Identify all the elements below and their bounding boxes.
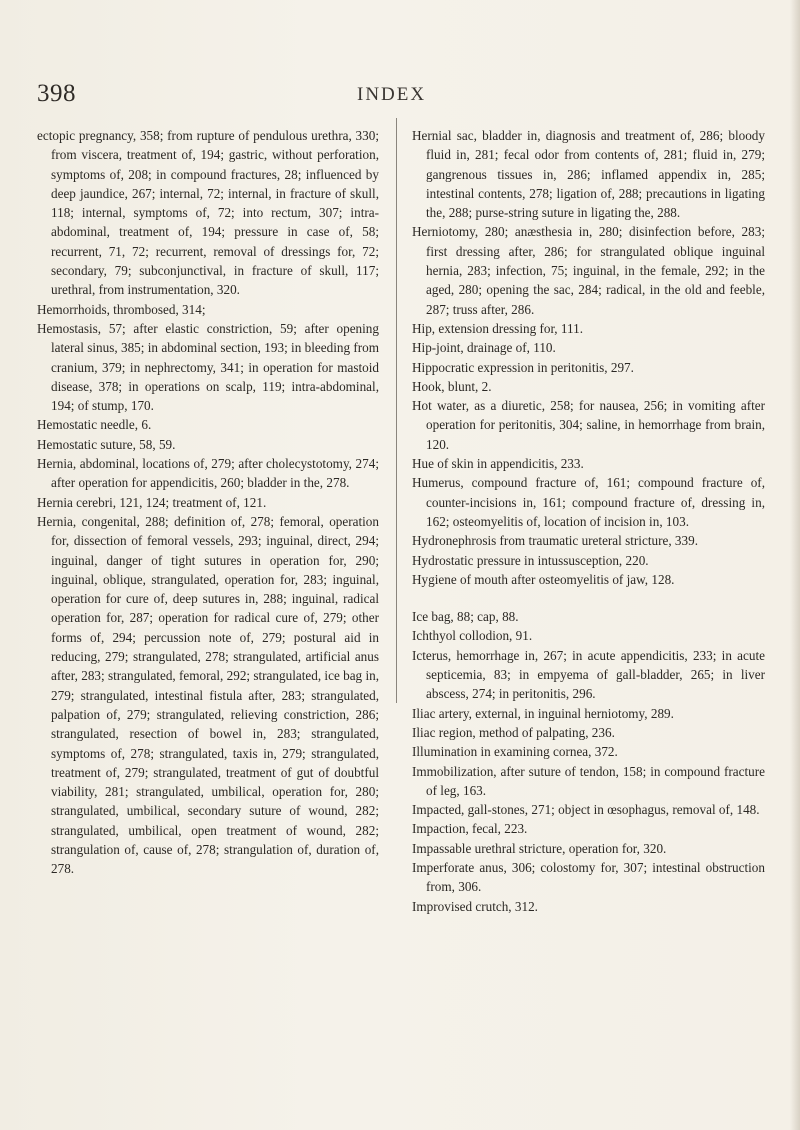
index-entry: Hernial sac, bladder in, diagnosis and treatment of, 286; bloody fluid in, 281; fecal odor from contents of, 281; fluid in, 279; gangrenous tissues in, 286; inflamed appendix in, 285; intestinal contents, 278; ligation of, 288; precautions in ligating the, 288; purse-string suture in ligating the, 288. <box>412 128 765 221</box>
index-entry: Hip, extension dressing for, 111. <box>412 320 584 336</box>
left-column <box>37 126 379 879</box>
index-entry: Imperforate anus, 306; colostomy for, 307; intestinal obstruction from, 306. <box>412 859 765 895</box>
index-entry: ectopic pregnancy, 358; from rupture of pendulous urethra, 330; from viscera, treatment of, 194; gastric, without perforation, symptoms of, 208; in compound fractures, 28; influenced by deep jaundice, 267; internal, 72; internal, in fracture of skull, 118; internal, symptoms of, 72; into rectum, 307; intra-abdominal, treatment of, 194; pressure in case of, 58; recurrent, 71, 72; recurrent, removal of dressings for, 72; secondary, 79; subconjunctival, in fracture of skull, 117; urethral, from instrumentation, 320. <box>37 128 379 298</box>
index-entry: Icterus, hemorrhage in, 267; in acute appendicitis, 233; in acute septicemia, 83; in empyema of gall-bladder, 265; in liver abscess, 274; in peritonitis, 296. <box>412 647 765 702</box>
index-entry: Hydrostatic pressure in intussusception, 220. <box>412 552 649 568</box>
index-entry: Ice bag, 88; cap, 88. <box>412 609 519 625</box>
index-entry: Hook, blunt, 2. <box>412 378 492 394</box>
index-entry: Hernia, abdominal, locations of, 279; after cholecystotomy, 274; after operation for appendicitis, 260; bladder in the, 278. <box>37 456 379 491</box>
index-entry: Impassable urethral stricture, operation for, 320. <box>412 840 667 856</box>
index-entry: Impacted, gall-stones, 271; object in œsophagus, removal of, 148. <box>412 802 760 818</box>
index-entry: Humerus, compound fracture of, 161; compound fracture of, counter-incisions in, 161; compound fracture of, dressing in, 162; osteomyelitis of, location of incision in, 103. <box>412 475 765 529</box>
index-entry: Immobilization, after suture of tendon, 158; in compound fracture of leg, 163. <box>412 763 765 798</box>
column-divider <box>396 118 397 703</box>
index-entry: Hemostatic suture, 58, 59. <box>37 436 176 452</box>
index-entry: Ichthyol collodion, 91. <box>412 628 533 644</box>
running-head: INDEX <box>357 84 427 105</box>
index-entry: Improvised crutch, 312. <box>412 898 538 914</box>
index-entry: Hemorrhoids, thrombosed, 314; <box>37 301 206 317</box>
index-entry: Hydronephrosis from traumatic ureteral stricture, 339. <box>412 533 699 549</box>
index-entry: Iliac artery, external, in inguinal herniotomy, 289. <box>412 705 674 721</box>
index-entry: Iliac region, method of palpating, 236. <box>412 724 615 740</box>
index-entry: Hippocratic expression in peritonitis, 297. <box>412 359 634 375</box>
index-entry: Hot water, as a diuretic, 258; for nausea, 256; in vomiting after operation for peritonitis, 304; saline, in hemorrhage from brain, 120. <box>412 398 765 452</box>
index-entry: Hemostatic needle, 6. <box>37 417 152 433</box>
index-entry: Herniotomy, 280; anæsthesia in, 280; disinfection before, 283; first dressing after, 286; for strangulated oblique inguinal hernia, 283; infection, 75; inguinal, in the female, 292; in the aged, 280; opening the sac, 284; radical, in the old and feeble, 287; truss after, 286. <box>412 224 765 317</box>
index-entry: Hernia, congenital, 288; definition of, 278; femoral, operation for, dissection of femoral vessels, 293; inguinal, direct, 294; inguinal, danger of tight sutures in operation for, 290; inguinal, oblique, strangulated, operation for, 283; inguinal, operation for cure of, deep sutures in, 288; inguinal, radical operation for, 287; operation for radical cure of, 279; other forms of, 294; percussion note of, 279; postural aid in reducing, 279; strangulated, 278; strangulated, artificial anus after, 283; strangulated, femoral, 292; strangulated, ice bag in, 279; strangulated, intestinal fistula after, 283; strangulated, palpation of, 279; strangulated, relieving constriction, 286; strangulated, resection of bowel in, 283; strangulated, symptoms of, 278; strangulated, taxis in, 279; strangulated, treatment of, 279; strangulated, treatment of gut of doubtful viability, 281; strangulated, umbilical, operation for, 280; strangulated, umbilical, secondary suture of wound, 282; strangulated, umbilical, open treatment of wound, 282; strangulation of, cause of, 278; strangulation of, duration of, 278. <box>37 513 379 877</box>
index-entry: Illumination in examining cornea, 372. <box>412 744 618 760</box>
index-entry: Hygiene of mouth after osteomyelitis of jaw, 128. <box>412 571 675 587</box>
index-entry: Hernia cerebri, 121, 124; treatment of, 121. <box>37 494 267 510</box>
right-column <box>412 126 765 916</box>
index-entry: Hemostasis, 57; after elastic constriction, 59; after opening lateral sinus, 385; in abdominal section, 193; in bleeding from cranium, 379; in nephrectomy, 341; in operation for mastoid disease, 378; in operations on scalp, 119; intra-abdominal, 194; of stump, 170. <box>37 320 379 414</box>
index-entry: Hue of skin in appendicitis, 233. <box>412 456 584 472</box>
page-edge-shadow <box>790 0 800 1130</box>
index-entry: Impaction, fecal, 223. <box>412 821 528 837</box>
index-entry: Hip-joint, drainage of, 110. <box>412 340 556 356</box>
page-number: 398 <box>37 80 76 107</box>
